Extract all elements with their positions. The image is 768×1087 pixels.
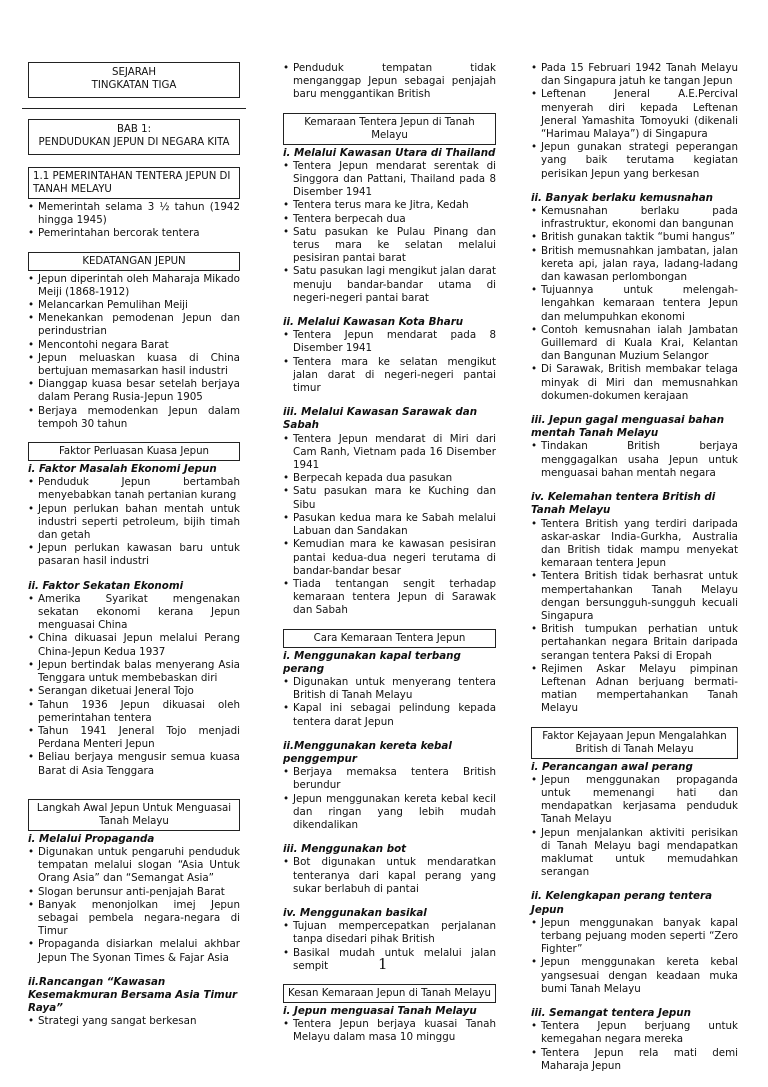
kota-bharu-list: [283, 329, 496, 395]
list-item: • Propaganda disiarkan melalui akhbar Jepun The Syonan Times & Fajar Asia: [28, 938, 240, 964]
kemaraan-heading: Kemaraan Tentera Jepun di Tanah Melayu: [283, 113, 496, 145]
subheading: ii. Faktor Sekatan Ekonomi: [28, 579, 184, 592]
list-item: • Tentera Jepun berjuang untuk kemegahan negara mereka: [531, 1020, 738, 1046]
kesan-kemaraan-heading: Kesan Kemaraan Jepun di Tanah Melayu: [283, 984, 496, 1003]
subheading: iii. Semangat tentera Jepun: [531, 1007, 691, 1019]
langkah-awal-heading: Langkah Awal Jepun Untuk Menguasai Tanah Melayu: [28, 799, 240, 831]
list-item: • British tumpukan perhatian untuk pertahankan negara Britain daripada serangan tentera Paksi di Eropah: [531, 623, 738, 663]
list-item: • Tiada tentangan sengit terhadap kemaraan tentera Jepun di Sarawak dan Sabah: [283, 578, 496, 618]
list-item: • Leftenan Jeneral A.E.Percival menyerah diri kepada Leftenan Jeneral Yamashita Tomoyuki (dikenali “Harimau Malaya”) di Singapura: [531, 88, 738, 141]
kelengkapan-list: [531, 917, 738, 996]
kemusnahan-list: [531, 205, 738, 403]
list-item: • Kapal ini sebagai pelindung kepada tentera darat Jepun: [283, 702, 496, 728]
list-item: • Satu pasukan mara ke Kuching dan Sibu: [283, 485, 496, 511]
list-item: • British gunakan taktik “bumi hangus”: [531, 231, 738, 244]
subheading: ii.Rancangan “Kawasan Kesemakmuran Bersama Asia Timur Raya”: [28, 975, 238, 1015]
list-item: • Satu pasukan ke Pulau Pinang dan terus mara ke selatan melalui pesisiran pantai barat: [283, 226, 496, 266]
subheading: iii. Melalui Kawasan Sarawak dan Sabah: [283, 406, 478, 432]
list-item: • Jepun menggunakan kereta kebal yangsesuai dengan keadaan muka bumi Tanah Melayu: [531, 956, 738, 996]
list-item: • Jepun menggunakan banyak kapal terbang pejuang moden seperti “Zero Fighter”: [531, 917, 738, 957]
list-item: • Melancarkan Pemulihan Meiji: [28, 299, 240, 312]
chapter-title: PENDUDUKAN JEPUN DI NEGARA KITA: [38, 137, 230, 148]
list-item: • Pemerintahan bercorak tentera: [28, 227, 240, 240]
list-item: • Tentera British yang terdiri daripada askar-askar India-Gurkha, Australia dan British tidak mampu menyekat kemaraan tentera Jepun: [531, 518, 738, 571]
faktor-perluasan-heading: Faktor Perluasan Kuasa Jepun: [28, 442, 240, 461]
subheading: ii. Banyak berlaku kemusnahan: [531, 191, 713, 204]
column3-top-list: [531, 62, 738, 181]
list-item: • Tentera berpecah dua: [283, 213, 496, 226]
list-item: • Jepun meluaskan kuasa di China bertujuan memasarkan hasil industri: [28, 352, 240, 378]
subheading: i. Perancangan awal perang: [531, 760, 693, 773]
list-item: • Tujuannya untuk melengah-lengahkan kemaraan tentera Jepun dan melumpuhkan ekonomi: [531, 284, 738, 324]
semangat-list: [531, 1020, 738, 1073]
list-item: • Jepun perlukan bahan mentah untuk industri seperti petroleum, bijih timah dan getah: [28, 503, 240, 543]
list-item: • Jepun perlukan kawasan baru untuk pasaran hasil industri: [28, 542, 240, 568]
list-item: • Jepun diperintah oleh Maharaja Mikado Meiji (1868-1912): [28, 273, 240, 299]
subheading: i. Faktor Masalah Ekonomi Jepun: [28, 463, 217, 476]
kesan-list: [283, 1018, 496, 1044]
list-item: • Bot digunakan untuk mendaratkan tenteranya dari kapal perang yang sukar berlabuh di pantai: [283, 856, 496, 896]
form-title: TINGKATAN TIGA: [91, 80, 177, 91]
list-item: • Dianggap kuasa besar setelah berjaya dalam Perang Rusia-Jepun 1905: [28, 378, 240, 404]
kereta-kebal-list: [283, 766, 496, 832]
list-item: • Tentera British tidak berhasrat untuk mempertahankan Tanah Melayu dengan bersungguh-sungguh kecuali Singapura: [531, 570, 738, 623]
cara-kemaraan-heading: Cara Kemaraan Tentera Jepun: [283, 629, 496, 648]
list-item: • China dikuasai Jepun melalui Perang China-Jepun Kedua 1937: [28, 632, 240, 658]
bot-list: [283, 856, 496, 896]
subject-title: SEJARAH: [112, 67, 156, 78]
list-item: • Rejimen Askar Melayu pimpinan Leftenan Adnan berjuang bermati-matian mempertahankan Tanah Melayu: [531, 663, 738, 716]
list-item: • Beliau berjaya mengusir semua kuasa Barat di Asia Tenggara: [28, 751, 240, 777]
column-3: [531, 62, 738, 1084]
faktor-sekatan-list: [28, 593, 240, 778]
kapal-terbang-list: [283, 676, 496, 729]
list-item: • Contoh kemusnahan ialah Jambatan Guillemard di Kuala Krai, Kelantan dan Bangunan Muzium Selangor: [531, 324, 738, 364]
list-item: • Penduduk tempatan tidak menganggap Jepun sebagai penjajah baru menggantikan British: [283, 62, 496, 102]
chapter-box: [28, 119, 240, 155]
thailand-list: [283, 160, 496, 305]
list-item: • Mencontohi negara Barat: [28, 339, 240, 352]
subject-header-box: [28, 62, 240, 98]
list-item: • Berjaya memodenkan Jepun dalam tempoh 30 tahun: [28, 405, 240, 431]
list-item: • Tentera Jepun mendarat serentak di Singgora dan Pattani, Thailand pada 8 Disember 1941: [283, 160, 496, 200]
list-item: • Pada 15 Februari 1942 Tanah Melayu dan Singapura jatuh ke tangan Jepun: [531, 62, 738, 88]
list-item: • Di Sarawak, British membakar telaga minyak di Miri dan memusnahkan dokumen-dokumen kerajaan: [531, 363, 738, 403]
subheading: iv. Menggunakan basikal: [283, 906, 427, 919]
list-item: • Penduduk Jepun bertambah menyebabkan tanah pertanian kurang: [28, 476, 240, 502]
list-item: • Tentera terus mara ke Jitra, Kedah: [283, 199, 496, 212]
rancangan-list: [28, 1015, 240, 1028]
section-heading-1-1: 1.1 PEMERINTAHAN TENTERA JEPUN DI TANAH MELAYU: [28, 167, 240, 199]
faktor-ekonomi-list: [28, 476, 240, 568]
kedatangan-list: [28, 273, 240, 431]
list-item: • Berpecah kepada dua pasukan: [283, 472, 496, 485]
subheading: iv. Kelemahan tentera British di Tanah Melayu: [531, 491, 716, 517]
list-item: • Menekankan pemodenan Jepun dan perindustrian: [28, 312, 240, 338]
list-item: • Tahun 1936 Jepun dikuasai oleh pemerintahan tentera: [28, 699, 240, 725]
list-item: • Digunakan untuk pengaruhi penduduk tempatan melalui slogan “Asia Untuk Orang Asia” dan “Semangat Asia”: [28, 846, 240, 886]
list-item: • Digunakan untuk menyerang tentera British di Tanah Melayu: [283, 676, 496, 702]
list-item: • Tujuan mempercepatkan perjalanan tanpa disedari pihak British: [283, 920, 496, 946]
list-item: • Tahun 1941 Jeneral Tojo menjadi Perdana Menteri Jepun: [28, 725, 240, 751]
list-item: • Kemudian mara ke kawasan pesisiran pantai kedua-dua negeri terutama di bandar-bandar besar: [283, 538, 496, 578]
list-item: • Basikal mudah untuk melalui jalan sempit: [283, 947, 496, 973]
chapter-number: BAB 1:: [116, 124, 152, 135]
list-item: • Tentera Jepun mendarat pada 8 Disember 1941: [283, 329, 496, 355]
list-item: • Berjaya memaksa tentera British berundur: [283, 766, 496, 792]
list-item: • Satu pasukan lagi mengikut jalan darat menuju bandar-bandar utama di negeri-negeri pantai barat: [283, 265, 496, 305]
column2-top-list: [283, 62, 496, 102]
subheading: ii. Kelengkapan perang tentera Jepun: [531, 890, 713, 916]
list-item: • Tentera mara ke selatan mengikut jalan darat di negeri-negeri pantai timur: [283, 356, 496, 396]
basikal-list: [283, 920, 496, 973]
list-item: • Tentera Jepun mendarat di Miri dari Cam Ranh, Vietnam pada 16 Disember 1941: [283, 433, 496, 473]
list-item: • Jepun menggunakan propaganda untuk memenangi hati dan mendapatkan kerjasama penduduk Tanah Melayu: [531, 774, 738, 827]
kedatangan-heading: KEDATANGAN JEPUN: [28, 252, 240, 271]
list-item: • Pasukan kedua mara ke Sabah melalui Labuan dan Sandakan: [283, 512, 496, 538]
kelemahan-british-list: [531, 518, 738, 716]
list-item: • Strategi yang sangat berkesan: [28, 1015, 240, 1028]
list-item: • Banyak menonjolkan imej Jepun sebagai pembela negara-negara di Timur: [28, 899, 240, 939]
subheading: i. Melalui Kawasan Utara di Thailand: [283, 146, 496, 159]
list-item: • Tindakan British berjaya menggagalkan usaha Jepun untuk menguasai bahan mentah negara: [531, 440, 738, 480]
subheading: i. Menggunakan kapal terbang perang: [283, 649, 461, 675]
subheading: iii. Jepun gagal menguasai bahan mentah Tanah Melayu: [531, 414, 725, 440]
faktor-kejayaan-heading: Faktor Kejayaan Jepun Mengalahkan British di Tanah Melayu: [531, 727, 738, 759]
list-item: • British memusnahkan jambatan, jalan kereta api, jalan raya, ladang-ladang dan kawasan perlombongan: [531, 245, 738, 285]
list-item: • Jepun menjalankan aktiviti perisikan di Tanah Melayu bagi mendapatkan maklumat untuk memudahkan serangan: [531, 827, 738, 880]
bahan-mentah-list: [531, 440, 738, 480]
list-item: • Serangan diketuai Jeneral Tojo: [28, 685, 240, 698]
list-item: • Tentera Jepun rela mati demi Maharaja Jepun: [531, 1047, 738, 1073]
list-item: • Amerika Syarikat mengenakan sekatan ekonomi kerana Jepun menguasai China: [28, 593, 240, 633]
propaganda-list: [28, 846, 240, 965]
list-item: • Jepun menggunakan kereta kebal kecil dan ringan yang lebih mudah dikendalikan: [283, 793, 496, 833]
list-item: • Tentera Jepun berjaya kuasai Tanah Melayu dalam masa 10 minggu: [283, 1018, 496, 1044]
subheading: i. Melalui Propaganda: [28, 832, 155, 845]
list-item: • Slogan berunsur anti-penjajah Barat: [28, 886, 240, 899]
list-item: • Kemusnahan berlaku pada infrastruktur, ekonomi dan bangunan: [531, 205, 738, 231]
perancangan-list: [531, 774, 738, 880]
sarawak-sabah-list: [283, 433, 496, 618]
subheading: ii.Menggunakan kereta kebal penggempur: [283, 739, 452, 765]
subheading: iii. Menggunakan bot: [283, 843, 407, 856]
column-1: [28, 62, 240, 1040]
subheading: ii. Melalui Kawasan Kota Bharu: [283, 316, 464, 329]
subheading: i. Jepun menguasai Tanah Melayu: [283, 1004, 477, 1017]
list-item: • Jepun gunakan strategi peperangan yang baik terutama kegiatan perisikan Jepun yang berkesan: [531, 141, 738, 181]
list-item: • Jepun bertindak balas menyerang Asia Tenggara untuk membebaskan diri: [28, 659, 240, 685]
page-number: 1: [378, 955, 388, 973]
column-2: [283, 62, 496, 1056]
divider: [22, 108, 246, 109]
section-1-1-list: [28, 201, 240, 241]
list-item: • Memerintah selama 3 ½ tahun (1942 hingga 1945): [28, 201, 240, 227]
